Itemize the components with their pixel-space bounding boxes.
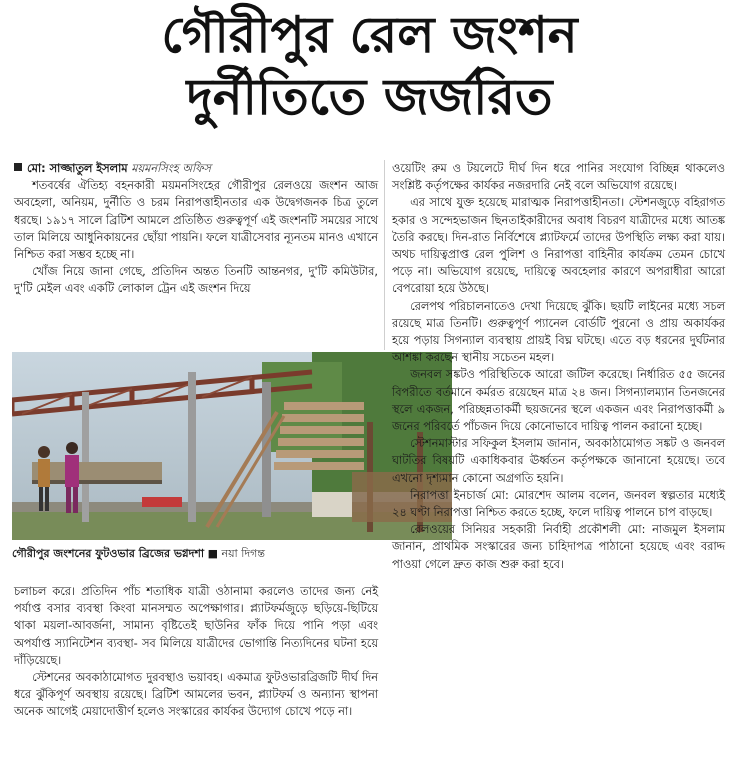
- caption-credit: নয়া দিগন্ত: [221, 547, 265, 560]
- article-paragraph: শতবর্ষের ঐতিহ্য বহনকারী ময়মনসিংহের গৌরীপুর রেলওয়ে জংশন আজ অবহেলা, অনিয়ম, দুর্নীতি ও চরম নিরাপত্তাহীনতার এক উদ্বেগজনক চিত্র তুলে ধরছে। ১৯১৭ সালে ব্রিটিশ আমলে প্রতিষ্ঠিত গুরুত্বপূর্ণ এই জংশনটি সময়ের সাথে তাল মিলিয়ে আধুনিকায়নের ছোঁয়া পায়নি। ফলে যাত্রীসেবার ন্যূনতম মানও এখানে নিশ্চিত করা সম্ভব হচ্ছে না।: [14, 179, 378, 262]
- caption-separator-icon: ■: [207, 547, 219, 560]
- article-paragraph: এর সাথে যুক্ত হয়েছে মারাত্মক নিরাপত্তাহীনতা। স্টেশনজুড়ে বহিরাগত হকার ও সন্দেহভাজন ছিনতাইকারীদের অবাধ বিচরণ যাত্রীদের মধ্যে আতঙ্ক তৈরি করছে। দিন-রাত নির্বিশেষে প্ল্যাটফর্মে তাদের উপস্থিতি লক্ষ্য করা যায়। অথচ দায়িত্বপ্রাপ্ত রেল পুলিশ ও নিরাপত্তা বাহিনীর কার্যক্রম তেমন চোখে পড়ে না। অভিযোগ রয়েছে, দায়িত্বে অবহেলার কারণে অপরাধীরা আরো বেপরোয়া হয়ে উঠছে।: [392, 196, 725, 296]
- article-column-right: [392, 160, 725, 573]
- headline-line-1: গৌরীপুর রেল জংশন: [161, 6, 578, 64]
- article-paragraph: স্টেশনের অবকাঠামোগত দুরবস্থাও ভয়াবহ। একমাত্র ফুটওভারব্রিজটি দীর্ঘ দিন ধরে ঝুঁকিপূর্ণ অবস্থায় রয়েছে। ব্রিটিশ আমলের ভবন, প্ল্যাটফর্ম ও অন্যান্য স্থাপনা অনেক আগেই মেয়াদোত্তীর্ণ হলেও সংস্কারের কার্যকর উদ্যোগ চোখে পড়ে না।: [14, 671, 378, 719]
- column-divider: [384, 160, 385, 350]
- article-paragraph: রেলপথ পরিচালনাতেও দেখা দিয়েছে ঝুঁকি। ছয়টি লাইনের মধ্যে সচল রয়েছে মাত্র তিনটি। গুরুত্বপূর্ণ প্যানেল বোর্ডটি পুরনো ও প্রায় অকার্যকর হয়ে পড়ায় সিগন্যাল ব্যবস্থায় প্রায়ই বিঘ্ন ঘটছে। এতে বড় ধরনের দুর্ঘটনার আশঙ্কা করছেন স্থানীয় সচেতন মহল।: [392, 299, 725, 365]
- article-paragraph: ওয়েটিং রুম ও টয়লেটে দীর্ঘ দিন ধরে পানির সংযোগ বিচ্ছিন্ন থাকলেও সংশ্লিষ্ট কর্তৃপক্ষের কার্যকর নজরদারি নেই বলে অভিযোগ রয়েছে।: [392, 162, 725, 193]
- byline: [14, 160, 378, 177]
- article-photo: [12, 352, 452, 540]
- article-paragraph: রেলওয়ের সিনিয়র সহকারী নির্বাহী প্রকৌশলী মো: নাজমুল ইসলাম জানান, প্রাথমিক সংস্কারের জন্য চাহিদাপত্র পাঠানো হয়েছে এবং বরাদ্দ পাওয়া গেলে দ্রুত কাজ শুরু করা হবে।: [392, 523, 725, 571]
- article-column-left-bottom: [14, 583, 378, 721]
- photo-caption: [12, 546, 452, 561]
- caption-text: গৌরীপুর জংশনের ফুটওভার ব্রিজের ভগ্নদশা: [12, 547, 205, 560]
- headline: [0, 4, 739, 128]
- article-paragraph: স্টেশনমাস্টার সফিকুল ইসলাম জানান, অবকাঠামোগত সঙ্কট ও জনবল ঘাটতির বিষয়টি একাধিকবার ঊর্ধ্বতন কর্তৃপক্ষকে জানানো হয়েছে। তবে এখনো দৃশ্যমান কোনো অগ্রগতি হয়নি।: [392, 437, 725, 485]
- article-paragraph: নিরাপত্তা ইনচার্জ মো: মোরশেদ আলম বলেন, জনবল স্বল্পতার মধ্যেই ২৪ ঘণ্টা নিরাপত্তা নিশ্চিত করতে হচ্ছে, ফলে দায়িত্ব পালনে চাপ বাড়ছে।: [392, 488, 725, 520]
- article-paragraph: জনবল সঙ্কটও পরিস্থিতিকে আরো জটিল করেছে। নির্ধারিত ৫৫ জনের বিপরীতে বর্তমানে কর্মরত রয়েছেন মাত্র ২৪ জন। সিগন্যালম্যান তিনজনের স্থলে একজন, পরিচ্ছন্নতাকর্মী ছয়জনের স্থলে একজন এবং নিরাপত্তাকর্মী ৯ জনের পরিবর্তে পাঁচজন দিয়ে কোনোভাবে দায়িত্ব পালন করানো হচ্ছে।: [392, 368, 725, 434]
- bullet-square-icon: [14, 163, 22, 171]
- article-column-left-top: [14, 160, 378, 298]
- article-paragraph: চলাচল করে। প্রতিদিন পাঁচ শতাধিক যাত্রী ওঠানামা করলেও তাদের জন্য নেই পর্যাপ্ত বসার ব্যবস্থা কিংবা মানসম্মত অপেক্ষাগার। প্ল্যাটফর্মজুড়ে ছড়িয়ে-ছিটিয়ে থাকা ময়লা-আবর্জনা, সামান্য বৃষ্টিতেই ছাউনির ফাঁক দিয়ে পানি পড়া এবং অপর্যাপ্ত স্যানিটেশন ব্যবস্থা- সব মিলিয়ে যাত্রীদের ভোগান্তি নিত্যদিনের ঘটনা হয়ে দাঁড়িয়েছে।: [14, 585, 378, 667]
- article-paragraph: খোঁজ নিয়ে জানা গেছে, প্রতিদিন অন্তত তিনটি আন্তনগর, দু'টি কমিউটার, দু'টি মেইল এবং একটি লোকাল ট্রেন এই জংশন দিয়ে: [14, 265, 378, 296]
- byline-office: ময়মনসিংহ অফিস: [131, 162, 211, 175]
- byline-name: মো: সাজ্জাতুল ইসলাম: [27, 162, 128, 175]
- headline-line-2: দুর্নীতিতে জর্জরিত: [186, 68, 553, 126]
- footbridge-photo-illustration: [12, 352, 452, 540]
